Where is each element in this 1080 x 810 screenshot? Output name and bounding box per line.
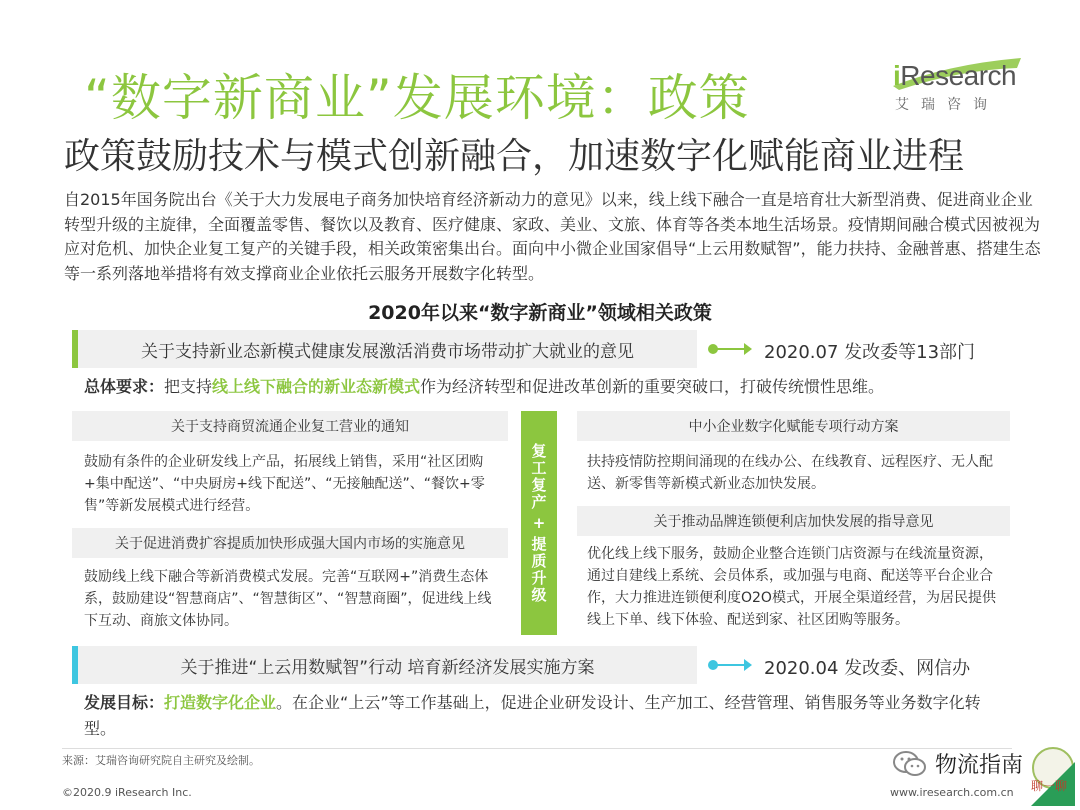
pillar-char: 质	[531, 551, 547, 570]
pillar-char: 升	[531, 568, 547, 587]
footer-divider	[62, 748, 1012, 749]
page-title: “数字新商业”发展环境：政策	[84, 69, 750, 127]
bottom-policy-bar	[72, 646, 697, 684]
pillar-char: 复	[531, 475, 547, 494]
pillar-char: 提	[531, 534, 547, 553]
wechat-watermark	[885, 742, 1077, 808]
right-box-2-text: 优化线上线下服务，鼓励企业整合连锁门店资源与在线流量资源，通过自建线上系统、会员体系，或加强与电商、配送等平台企业合作，大力推进连锁便利度O2O模式，开展全渠道经营，为居民提供线上下单、线下体验、配送到家、社区团购等服务。	[587, 546, 996, 628]
logo-cn: 艾瑞咨询	[895, 97, 999, 113]
copyright: ©2020.9 iResearch Inc.	[62, 786, 192, 799]
connector-dot	[708, 344, 718, 354]
top-policy-title: 关于支持新业态新模式健康发展激活消费市场带动扩大就业的意见	[141, 341, 634, 362]
bottom-policy-connector	[712, 664, 750, 666]
source-note: 来源：艾瑞咨询研究院自主研究及绘制。	[62, 754, 260, 767]
left-box-1-text: 鼓励有条件的企业研发线上产品，拓展线上销售，采用“社区团购+集中配送”、“中央厨房+线下配送”、“无接触配送”、“餐饮+零售”等新发展模式进行经营。	[84, 454, 485, 514]
iresearch-logo	[893, 60, 1025, 114]
right-box-1-title: 中小企业数字化赋能专项行动方案	[577, 411, 1010, 441]
connector-arrow-icon	[744, 343, 752, 355]
website-link[interactable]: www.iresearch.com.cn	[890, 786, 1014, 799]
goal-post: 。在企业“上云”等工作基础上，促进企业研发设计、生产加工、经营管理、销售服务等业务数字化转型。	[84, 693, 981, 738]
pillar-char: 复	[531, 441, 547, 460]
requirement-pre: 把支持	[164, 377, 213, 396]
right-box-1-text: 扶持疫情防控期间涌现的在线办公、在线教育、远程医疗、无人配送、新零售等新模式新业态加快发展。	[587, 454, 993, 492]
left-box-1-title: 关于支持商贸流通企业复工营业的通知	[72, 411, 508, 441]
logo-word: Research	[900, 60, 1017, 91]
pillar-char: 工	[531, 458, 547, 477]
left-box-2-text: 鼓励线上线下融合等新消费模式发展。完善“互联网+”消费生态体系，鼓励建设“智慧商店”、“智慧街区”、“智慧商圈”，促进线上线下互动、商旅文体协同。	[84, 569, 492, 629]
requirement-post: 作为经济转型和促进改革创新的重要突破口，打破传统惯性思维。	[420, 377, 885, 396]
requirement-highlight: 线上线下融合的新业态新模式	[212, 377, 421, 396]
top-policy-bar	[72, 330, 697, 368]
pillar-char: +	[532, 513, 546, 532]
top-policy-connector	[712, 348, 750, 350]
bottom-policy-title: 关于推进“上云用数赋智”行动 培育新经济发展实施方案	[180, 657, 595, 678]
connector-arrow-icon	[744, 659, 752, 671]
seal-logo-icon	[1025, 742, 1075, 806]
pillar-char: 产	[531, 492, 547, 511]
watermark-text: 物流指南	[935, 753, 1024, 778]
development-goal	[84, 690, 994, 742]
bottom-policy-date: 2020.04 发改委、网信办	[764, 658, 971, 679]
overall-requirement	[84, 374, 884, 397]
goal-label: 发展目标：	[84, 693, 165, 712]
intro-paragraph: 自2015年国务院出台《关于大力发展电子商务加快培育经济新动力的意见》以来，线上线下融合一直是培育壮大新型消费、促进商业企业转型升级的主旋律，全面覆盖零售、餐饮以及教育、医疗健康、家政、美业、文旅、体育等各类本地生活场景。疫情期间融合模式因被视为应对危机、加快企业复工复产的关键手段，相关政策密集出台。面向中小微企业国家倡导“上云用数赋智”，能力扶持、金融普惠、搭建生态等一系列落地举措将有效支撑商业企业依托云服务开展数字化转型。	[64, 190, 1041, 283]
left-box-2-title: 关于促进消费扩容提质加快形成强大国内市场的实施意见	[72, 528, 508, 558]
top-policy-date: 2020.07 发改委等13部门	[764, 342, 976, 363]
section-title: 2020年以来“数字新商业”领域相关政策	[368, 302, 712, 324]
svg-text:聊一聊: 聊一聊	[1031, 779, 1068, 793]
pillar-char: 级	[531, 585, 547, 604]
requirement-label: 总体要求：	[84, 377, 165, 396]
logo-i: i	[893, 60, 901, 91]
page-subtitle: 政策鼓励技术与模式创新融合，加速数字化赋能商业进程	[64, 136, 965, 177]
goal-highlight: 打造数字化企业	[164, 693, 277, 712]
center-pillar	[521, 411, 557, 635]
connector-dot	[708, 660, 718, 670]
right-box-2-title: 关于推动品牌连锁便利店加快发展的指导意见	[577, 506, 1010, 536]
wechat-icon	[893, 750, 927, 778]
